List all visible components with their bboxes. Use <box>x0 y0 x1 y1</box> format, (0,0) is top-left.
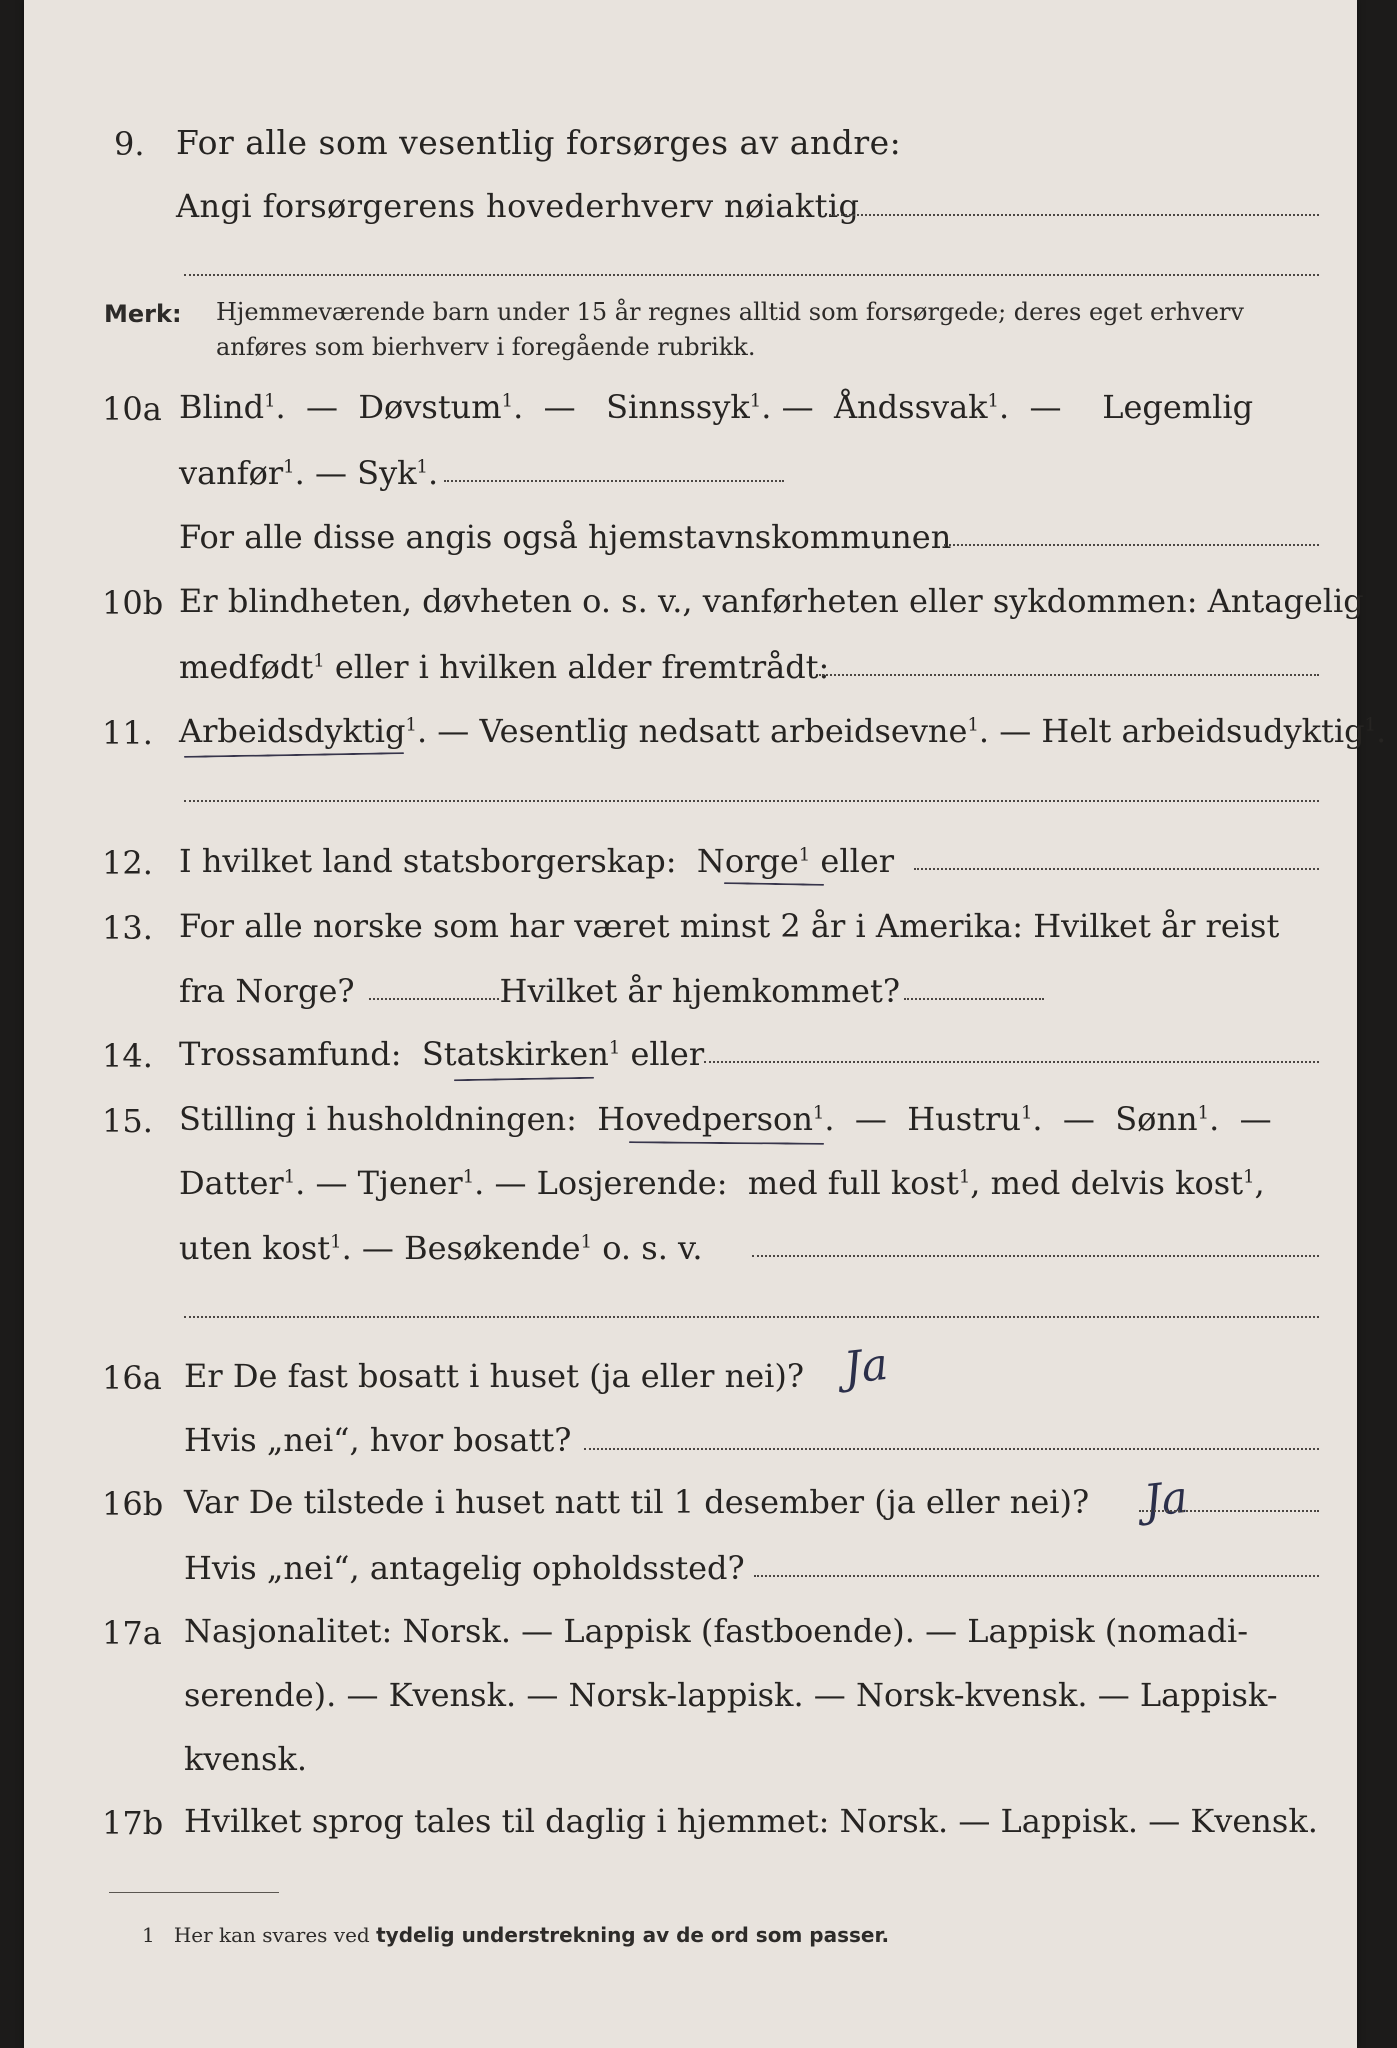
q14-answer-line[interactable] <box>704 1061 1319 1063</box>
opt-hovedperson: Hovedperson <box>597 1100 813 1138</box>
opt-arbeidsdyktig: Arbeidsdyktig <box>179 712 406 750</box>
q16a-line1: Er De fast bosatt i huset (ja eller nei)? <box>184 1357 805 1395</box>
opt-blind: Blind <box>179 388 265 426</box>
q17a-line1: Nasjonalitet: Norsk. — Lappisk (fastboende). — Lappisk (nomadi- <box>184 1612 1249 1650</box>
q15-number: 15. <box>102 1102 153 1140</box>
census-form-page <box>24 0 1387 2048</box>
underline-hovedperson <box>629 1141 824 1145</box>
q10b-number: 10b <box>102 584 164 622</box>
footnote-separator <box>109 1892 279 1893</box>
q12-answer-line[interactable] <box>914 868 1319 870</box>
opt-dovstum: Døvstum <box>358 388 502 426</box>
q17b-number: 17b <box>102 1804 164 1842</box>
q10a-line3: For alle disse angis også hjemstavnskommunen <box>179 518 952 556</box>
q10b-answer-line[interactable] <box>819 674 1319 676</box>
q16b-number: 16b <box>102 1485 164 1523</box>
q15-line3: uten kost$^1$. — Besøkende$^1$ o. s. v. <box>179 1229 703 1267</box>
q9-answer-line[interactable] <box>829 214 1319 216</box>
q17b-line1: Hvilket sprog tales til daglig i hjemmet: Norsk. — Lappisk. — Kvensk. <box>184 1802 1318 1840</box>
q11-answer-line[interactable] <box>184 800 1319 802</box>
q17a-number: 17a <box>102 1614 162 1652</box>
q11-line: Arbeidsdyktig$^1$. — Vesentlig nedsatt arbeidsevne$^1$. — Helt arbeidsudyktig$^1$. <box>179 712 1387 750</box>
merk-label: Merk: <box>104 300 182 328</box>
underline-arbeidsdyktig <box>184 752 404 758</box>
q13-number: 13. <box>102 909 153 947</box>
q9-answer-line-2[interactable] <box>184 274 1319 276</box>
q16a-handwritten-answer: Ja <box>841 1338 891 1395</box>
opt-sinnssyk: Sinnssyk <box>606 388 750 426</box>
q16b-answer-line[interactable] <box>1139 1510 1319 1512</box>
q10b-line2: medfødt$^1$ eller i hvilken alder fremtrådt: <box>179 648 830 686</box>
q10a-hjemstavn-line[interactable] <box>944 544 1319 546</box>
q15-line1: Stilling i husholdningen: Hovedperson$^1$. — Hustru$^1$. — Sønn$^1$. — <box>179 1100 1272 1138</box>
opt-norge: Norge <box>696 842 799 880</box>
q13-line2: fra Norge? Hvilket år hjemkommet? <box>179 972 900 1010</box>
merk-line2: anføres som bierhverv i foregående rubrikk. <box>216 333 756 361</box>
q14-number: 14. <box>102 1037 153 1075</box>
q16b-opholdssted-line[interactable] <box>754 1575 1319 1577</box>
q10b-line1: Er blindheten, døvheten o. s. v., vanførheten eller sykdommen: Antagelig <box>179 582 1364 620</box>
q9-number: 9. <box>114 125 145 163</box>
q11-number: 11. <box>102 714 153 752</box>
q13-line1: For alle norske som har været minst 2 år i Amerika: Hvilket år reist <box>179 907 1280 945</box>
merk-line1: Hjemmeværende barn under 15 år regnes alltid som forsørgede; deres eget erhverv <box>216 298 1244 326</box>
q10a-number: 10a <box>102 390 162 428</box>
q16b-line2: Hvis „nei“, antagelig opholdssted? <box>184 1549 745 1587</box>
underline-statskirken <box>454 1077 594 1081</box>
q13-hjemkommet-line[interactable] <box>904 998 1044 1000</box>
q16b-handwritten-answer: Ja <box>1141 1471 1191 1528</box>
q9-line1: For alle som vesentlig forsørges av andre: <box>176 123 902 162</box>
q15-answer-line-2[interactable] <box>184 1316 1319 1318</box>
q17a-line2: serende). — Kvensk. — Norsk-lappisk. — Norsk-kvensk. — Lappisk- <box>184 1676 1278 1714</box>
q10a-answer-line[interactable] <box>444 480 784 482</box>
q10a-line1: Blind$^1$. — Døvstum$^1$. — Sinnssyk$^1$. — Åndssvak$^1$. — Legemlig <box>179 388 1254 426</box>
opt-legemlig: Legemlig <box>1102 388 1254 426</box>
q15-answer-line[interactable] <box>752 1255 1319 1257</box>
q14-line: Trossamfund: Statskirken$^1$ eller <box>179 1035 705 1073</box>
opt-andssvak: Åndssvak <box>833 388 988 426</box>
q13-reist-line[interactable] <box>369 998 499 1000</box>
q12-number: 12. <box>102 844 153 882</box>
footnote: 1 Her kan svares ved tydelig understrekning av de ord som passer. <box>142 1923 890 1947</box>
q15-line2: Datter$^1$. — Tjener$^1$. — Losjerende: med full kost$^1$, med delvis kost$^1$, <box>179 1164 1265 1202</box>
q16a-line2: Hvis „nei“, hvor bosatt? <box>184 1421 572 1459</box>
underline-norge <box>724 882 824 886</box>
q16a-answer-line[interactable] <box>584 1448 1319 1450</box>
q16b-line1: Var De tilstede i huset natt til 1 desember (ja eller nei)? <box>184 1483 1090 1521</box>
q10a-line2: vanfør$^1$. — Syk$^1$. <box>179 454 439 492</box>
q17a-line3: kvensk. <box>184 1740 307 1778</box>
q9-line2: Angi forsørgerens hovederhverv nøiaktig <box>176 187 860 225</box>
q12-line: I hvilket land statsborgerskap: Norge$^1$ eller <box>179 842 895 880</box>
q16a-number: 16a <box>102 1359 162 1397</box>
opt-statskirken: Statskirken <box>421 1035 609 1073</box>
